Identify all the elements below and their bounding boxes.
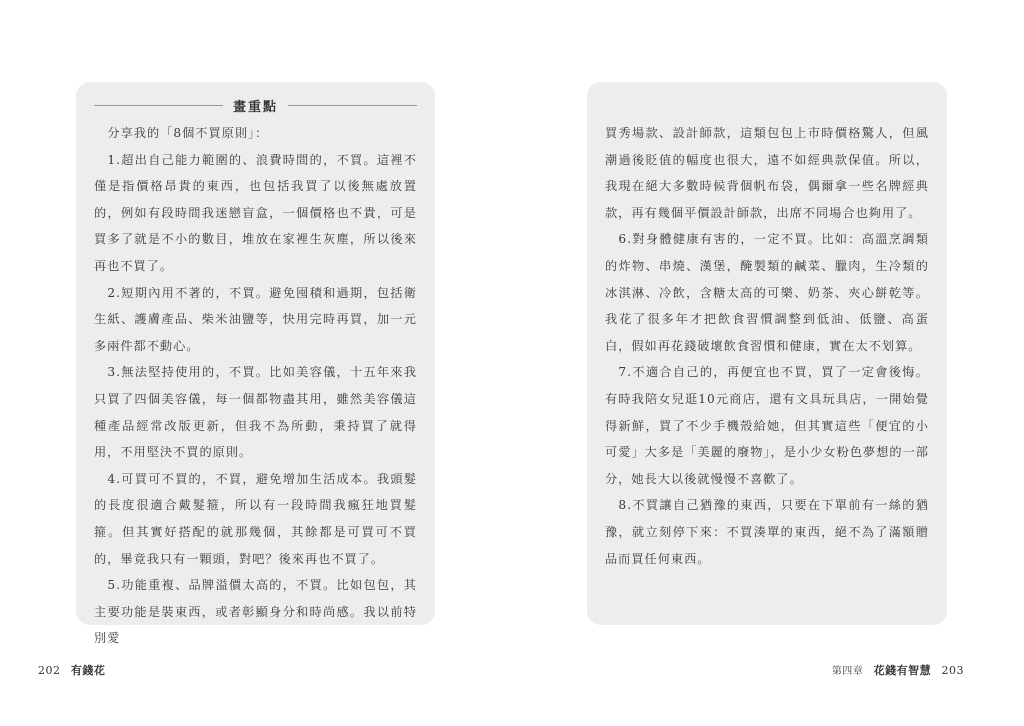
left-body-text [94,120,417,652]
paragraph: 8.不買讓自己猶豫的東西，只要在下單前有一絲的猶豫，就立刻停下來：不買湊單的東西，絕不為了滿額贈品而買任何東西。 [605,498,929,566]
highlight-header [94,96,417,114]
paragraph: 買秀場款、設計師款，這類包包上市時價格驚人，但風潮過後貶值的幅度也很大，遠不如經典款保值。所以，我現在絕大多數時候背個帆布袋，偶爾拿一些名牌經典款，再有幾個平價設計師款，出席不同場合也夠用了。 [605,126,929,220]
highlight-title: 畫重點 [233,99,279,115]
highlight-box-left [76,82,435,646]
page-number-right: 203 [941,664,964,677]
paragraph: 4.可買可不買的，不買，避免增加生活成本。我頭髮的長度很適合戴髮箍，所以有一段時間我瘋狂地買髮箍。但其實好搭配的就那幾個，其餘都是可買可不買的，畢竟我只有一顆頭，對吧？後來再也不買了。 [94,471,417,566]
page-number-left: 202 [38,664,61,677]
chapter-label: 第四章 [831,666,864,677]
left-footer [32,662,105,678]
paragraph: 2.短期內用不著的，不買。避免囤積和過期，包括衛生紙、護膚產品、柴米油鹽等，快用完時再買，加一元多兩件都不動心。 [94,285,417,353]
chapter-title: 花錢有智慧 [873,664,932,677]
paragraph: 1.超出自己能力範圍的、浪費時間的，不買。這裡不僅是指價格昂貴的東西，也包括我買了以後無處放置的，例如有段時間我迷戀盲盒，一個價格也不貴，可是買多了就是不小的數目，堆放在家裡生灰塵，所以後來再也不買了。 [94,152,417,273]
book-title: 有錢花 [70,664,106,677]
paragraph: 分享我的「8個不買原則」： [107,126,269,140]
paragraph: 5.功能重複、品牌溢價太高的，不買。比如包包，其主要功能是裝東西，或者彰顯身分和時尚感。我以前特別愛 [94,578,417,646]
header-rule-right [288,105,417,106]
right-body-text [605,120,929,572]
paragraph: 6.對身體健康有害的，一定不買。比如：高溫烹調類的炸物、串燒、漢堡，醃製類的鹹菜、臘肉，生冷類的冰淇淋、冷飲，含糖太高的可樂、奶茶、夾心餅乾等。我花了很多年才把飲食習慣調整到低油、低鹽、高蛋白，假如再花錢破壞飲食習慣和健康，實在太不划算。 [605,232,929,353]
right-footer [832,662,970,678]
highlight-box-right [587,82,947,625]
header-rule-left [94,105,223,106]
right-page [512,0,1024,726]
paragraph: 3.無法堅持使用的，不買。比如美容儀，十五年來我只買了四個美容儀，每一個都物盡其用，雖然美容儀這種產品經常改版更新，但我不為所動，秉持買了就得用，不用堅決不買的原則。 [94,365,417,460]
paragraph: 7.不適合自己的，再便宜也不買，買了一定會後悔。有時我陪女兒逛10元商店，還有文具玩具店，一開始覺得新鮮，買了不少手機殼給她，但其實這些「便宜的小可愛」大多是「美麗的廢物」，是小少女粉色夢想的一部分，她長大以後就慢慢不喜歡了。 [605,365,929,486]
